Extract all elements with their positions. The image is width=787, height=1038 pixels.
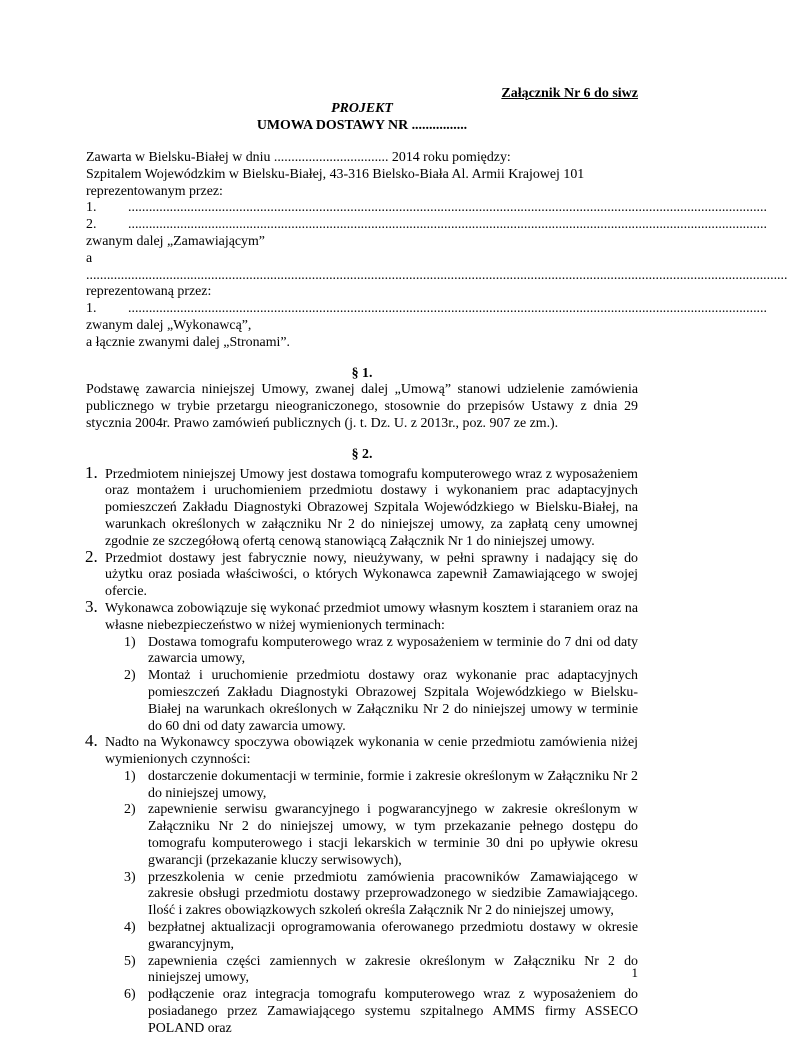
item-text: Wykonawca zobowiązuje się wykonać przedmiot umowy własnym kosztem i staraniem oraz na własne niebezpieczeństwo w niżej wymienionych terminach: bbox=[105, 600, 638, 633]
sub-item-number: 6) bbox=[124, 987, 136, 1003]
section-1-heading: § 1. bbox=[351, 365, 373, 381]
item-number: 1. bbox=[85, 462, 98, 482]
fill-in-blank: ........................................................................................................................................................................................ bbox=[128, 301, 767, 317]
sub-list-item bbox=[105, 802, 638, 869]
sub-item-text: dostarczenie dokumentacji w terminie, formie i zakresie określonym w Załączniku Nr 2 do niniejszej umowy, bbox=[148, 768, 638, 801]
contractor-blank bbox=[86, 267, 787, 285]
item-number: 2. bbox=[85, 546, 98, 566]
sub-item-number: 2) bbox=[124, 668, 136, 684]
sub-item-number: 4) bbox=[124, 920, 136, 936]
representative-2 bbox=[86, 217, 767, 234]
zamawiajacy-line: zwanym dalej „Zamawiającym” bbox=[86, 233, 265, 249]
sub-item-text: zapewnienie serwisu gwarancyjnego i pogwarancyjnego w zakresie określonym w Załączniku Nr 2 do niniejszej umowy, w tym przekazanie pełnego dostępu do tomografu komputerowego i stacji lekarskich w terminie 30 dni po upływie okresu gwarancji (przekazanie kluczy serwisowych), bbox=[148, 802, 638, 868]
sub-item-number: 5) bbox=[124, 953, 136, 969]
list-item bbox=[85, 731, 638, 1037]
sub-item-number: 3) bbox=[124, 869, 136, 885]
sub-list bbox=[105, 635, 638, 736]
project-label: PROJEKT bbox=[331, 101, 393, 116]
sub-item-text: zapewnienia części zamiennych w zakresie określonym w Załączniku Nr 2 do niniejszej umowy, bbox=[148, 953, 638, 986]
list-item bbox=[85, 462, 638, 551]
sub-item-number: 1) bbox=[124, 634, 136, 650]
fill-in-blank: ........................................................................................................................................................................................ bbox=[128, 200, 767, 216]
sub-item-text: bezpłatnej aktualizacji oprogramowania oferowanego przedmiotu dostawy w okresie gwarancyjnym, bbox=[148, 920, 638, 952]
sub-item-text: Montaż i uruchomienie przedmiotu dostawy oraz wykonanie prac adaptacyjnych pomieszczeń Zakładu Diagnostyki Obrazowej Szpitala Wojewódzkiego w Bielsku-Białej na warunkach określonych w Załączniku Nr 2 do niniejszej umowy w terminie do 60 dni od daty zawarcia umowy. bbox=[148, 668, 638, 734]
sub-list-item bbox=[105, 987, 638, 1037]
sub-list-item bbox=[105, 769, 638, 803]
intro-line-2: Szpitalem Wojewódzkim w Bielsku-Białej, 43-316 Bielsko-Biała Al. Armii Krajowej 101 bbox=[86, 166, 585, 182]
section-1-text: Podstawę zawarcia niniejszej Umowy, zwanej dalej „Umową” stanowi udzielenie zamówienia publicznego w trybie przetargu nieograniczonego, stosownie do przepisów Ustawy z dnia 29 stycznia 2004r. Prawo zamówień publicznych (j. t. Dz. U. z 2013r., poz. 907 ze zm.). bbox=[86, 382, 638, 431]
sub-item-number: 1) bbox=[124, 768, 136, 784]
list-item bbox=[85, 546, 638, 601]
sub-list-item bbox=[105, 920, 638, 954]
item-number: 4. bbox=[85, 731, 98, 751]
item-text: Przedmiot dostawy jest fabrycznie nowy, nieużywany, w pełni sprawny i nadający się do użytku oraz posiada właściwości, o których Wykonawca zapewnił Zamawiającego w swojej ofercie. bbox=[105, 550, 638, 600]
reprezentowana-line: reprezentowaną przez: bbox=[86, 284, 212, 300]
sub-list-item bbox=[105, 635, 638, 669]
sub-item-text: przeszkolenia w cenie przedmiotu zamówienia pracowników Zamawiającego w zakresie obsługi przedmiotu dostawy przeprowadzonego w siedzibie Zamawiającego. Ilość i zakres obowiązkowych szkoleń określa Załącznik Nr 2 do niniejszej umowy, bbox=[148, 869, 638, 919]
fill-in-blank: ........................................................................................................................................................................................ bbox=[128, 217, 767, 233]
intro-line-3: reprezentowanym przez: bbox=[86, 183, 223, 199]
document-body bbox=[85, 150, 787, 1038]
section-2-heading: § 2. bbox=[351, 446, 373, 462]
attachment-label: Załącznik Nr 6 do siwz bbox=[501, 86, 638, 101]
representative-3 bbox=[86, 301, 767, 318]
document-title: UMOWA DOSTAWY NR ................ bbox=[256, 118, 468, 133]
rep-number: 1. bbox=[86, 200, 97, 216]
sub-list-item bbox=[105, 870, 638, 920]
sub-list bbox=[105, 769, 638, 1038]
item-text: Przedmiotem niniejszej Umowy jest dostawa tomografu komputerowego wraz z wyposażeniem oraz montażem i uruchomieniem przedmiotu dostawy i wykonaniem prac adaptacyjnych pomieszczeń Zakładu Diagnostyki Obrazowej Szpitala Wojewódzkiego w Bielsku-Białej, na warunkach określonych w załączniku Nr 2 do niniejszej umowy, za zapłatą ceny umownej zgodnie ze szczegółową ofertą cenową stanowiącą Załącznik Nr 1 do niniejszej umowy. bbox=[105, 466, 638, 549]
rep-number: 2. bbox=[86, 217, 97, 233]
rep-number: 1. bbox=[86, 301, 97, 317]
page-number: 1 bbox=[631, 965, 638, 980]
strony-line: a łącznie zwanymi dalej „Stronami”. bbox=[86, 334, 291, 350]
sub-list-item bbox=[105, 668, 638, 735]
sub-item-number: 2) bbox=[124, 802, 136, 818]
item-text: Nadto na Wykonawcy spoczywa obowiązek wykonania w cenie przedmiotu zamówienia niżej wymienionych czynności: bbox=[105, 735, 638, 768]
section-2-list bbox=[85, 462, 638, 1038]
wykonawca-line: zwanym dalej „Wykonawcą”, bbox=[86, 317, 252, 333]
and-line: a bbox=[86, 250, 93, 266]
representative-1 bbox=[86, 200, 767, 217]
list-item bbox=[85, 596, 638, 735]
fill-in-blank: .......................................................................................................................................................................................................... bbox=[86, 267, 787, 283]
sub-item-text: podłączenie oraz integracja tomografu komputerowego wraz z wyposażeniem do posiadanego przez Zamawiającego systemu szpitalnego AMMS firmy ASSECO POLAND oraz bbox=[148, 987, 638, 1036]
sub-list-item bbox=[105, 954, 638, 988]
sub-item-text: Dostawa tomografu komputerowego wraz z wyposażeniem w terminie do 7 dni od daty zawarcia umowy, bbox=[148, 634, 638, 667]
item-number: 3. bbox=[85, 596, 98, 616]
intro-line-1: Zawarta w Bielsku-Białej w dniu ................................. 2014 roku pomiędzy: bbox=[86, 150, 511, 165]
